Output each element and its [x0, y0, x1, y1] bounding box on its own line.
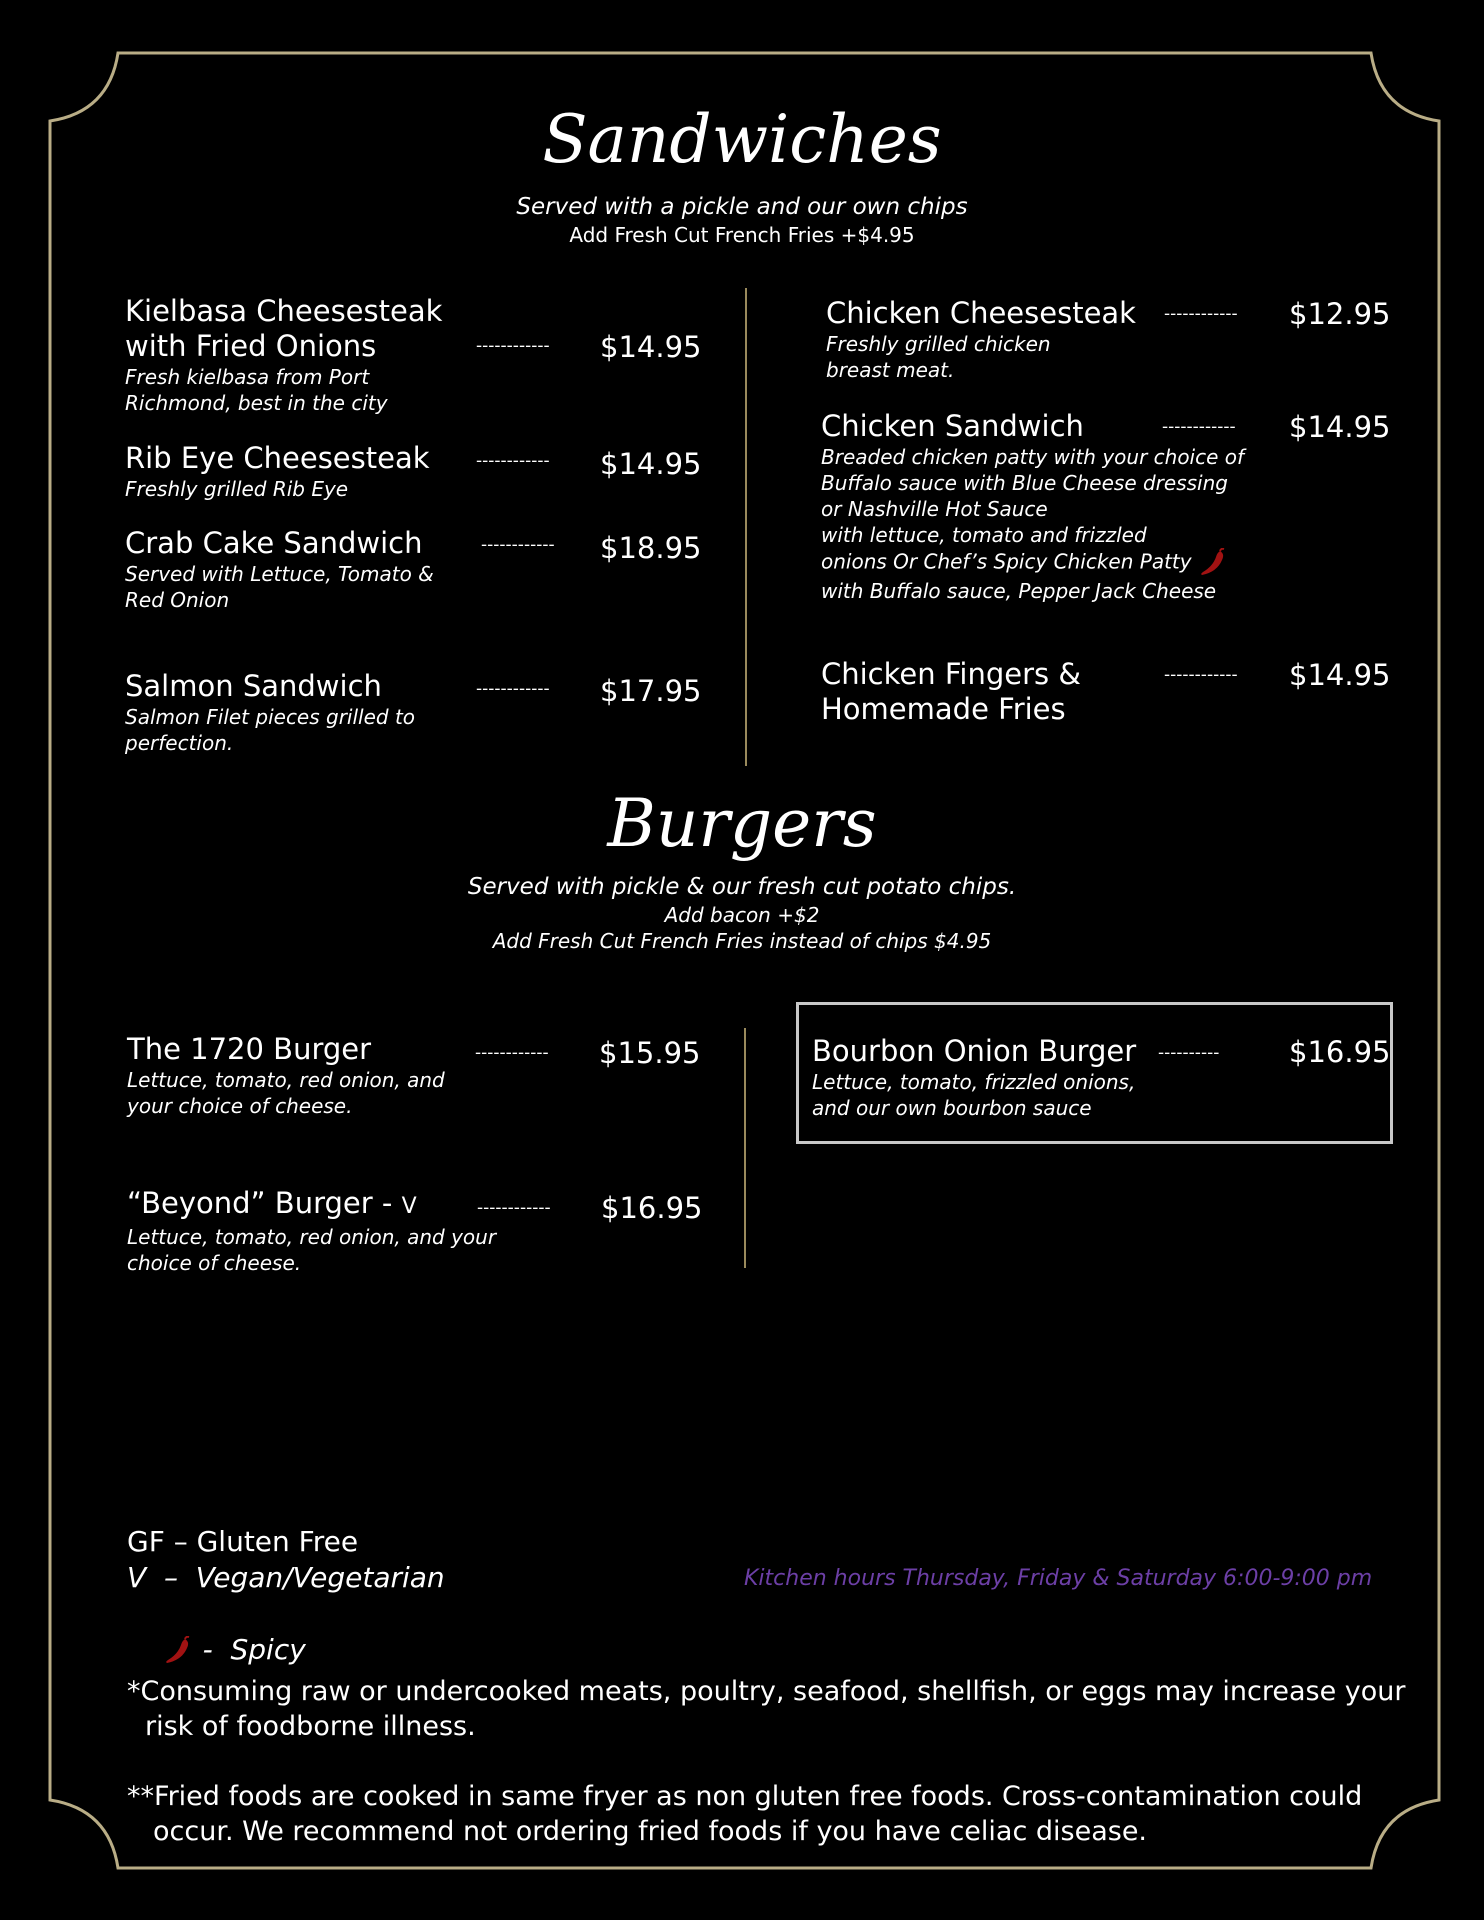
- legend-spicy: - Spicy: [202, 1633, 306, 1666]
- item-description: Freshly grilled chicken: [826, 332, 1051, 356]
- item-price: $14.95: [600, 330, 702, 364]
- burgers-title: Burgers: [607, 785, 877, 862]
- item-price: $14.95: [1289, 658, 1391, 692]
- item-description: Buffalo sauce with Blue Cheese dressing: [821, 471, 1228, 495]
- sandwiches-title: Sandwiches: [542, 101, 942, 178]
- item-description: breast meat.: [826, 358, 955, 382]
- item-dashes: ----------: [1158, 1043, 1220, 1063]
- item-dashes: ------------: [476, 336, 550, 356]
- menu-item-kielbasa-cheesesteak: [125, 294, 442, 416]
- item-description: choice of cheese.: [127, 1251, 302, 1275]
- item-price: $17.95: [600, 674, 702, 708]
- kitchen-hours: Kitchen hours Thursday, Friday & Saturday 6:00-9:00 pm: [744, 1566, 1373, 1591]
- menu-item-chicken-fingers: [821, 657, 1081, 727]
- item-name: Rib Eye Cheesesteak: [125, 441, 430, 475]
- item-dashes: ------------: [1164, 304, 1238, 324]
- item-dashes: ------------: [476, 679, 550, 699]
- item-dashes: ------------: [476, 451, 550, 471]
- item-dashes: ------------: [477, 1198, 551, 1218]
- item-description: and our own bourbon sauce: [812, 1096, 1092, 1120]
- item-name: Chicken Sandwich: [821, 409, 1084, 443]
- menu-item-1720-burger: [127, 1032, 445, 1119]
- raw-food-warning-line: *Consuming raw or undercooked meats, poultry, seafood, shellfish, or eggs may increase your: [127, 1676, 1406, 1707]
- sandwiches-subtitle: Served with a pickle and our own chips: [516, 194, 968, 220]
- item-description: Breaded chicken patty with your choice of: [821, 445, 1245, 469]
- item-description: Freshly grilled Rib Eye: [125, 477, 349, 501]
- menu-item-chicken-sandwich: [821, 409, 1244, 604]
- item-name: Homemade Fries: [821, 692, 1066, 726]
- item-name: “Beyond” Burger -: [127, 1186, 402, 1220]
- menu-item-chicken-cheesesteak: [826, 296, 1136, 383]
- item-price: $16.95: [601, 1191, 703, 1225]
- sandwiches-addon: Add Fresh Cut French Fries +$4.95: [569, 223, 915, 247]
- fryer-warning-line: **Fried foods are cooked in same fryer as non gluten free foods. Cross-contamination could: [127, 1781, 1363, 1812]
- menu-item-salmon-sandwich: [125, 669, 415, 756]
- burgers-column-divider: [744, 1028, 746, 1268]
- legend-vegan: V – Vegan/Vegetarian: [127, 1561, 445, 1594]
- item-price: $18.95: [600, 531, 702, 565]
- item-description: Richmond, best in the city: [125, 391, 388, 415]
- item-name: The 1720 Burger: [127, 1032, 372, 1066]
- legend-gluten-free: GF – Gluten Free: [127, 1525, 359, 1558]
- item-dashes: ------------: [1164, 665, 1238, 685]
- item-dashes: ------------: [475, 1043, 549, 1063]
- item-name: Bourbon Onion Burger: [812, 1034, 1137, 1068]
- fryer-warning-line: occur. We recommend not ordering fried foods if you have celiac disease.: [153, 1816, 1148, 1847]
- sandwiches-column-divider: [745, 288, 747, 766]
- item-price: $14.95: [600, 447, 702, 481]
- item-dashes: ------------: [1162, 417, 1236, 437]
- menu-item-bourbon-onion-burger: [812, 1034, 1136, 1121]
- menu-item-crab-cake-sandwich: [125, 526, 434, 613]
- item-price: $16.95: [1289, 1035, 1391, 1069]
- menu-item-rib-eye-cheesesteak: [125, 441, 430, 502]
- burgers-addon-fries: Add Fresh Cut French Fries instead of chips $4.95: [492, 929, 992, 953]
- item-description: Served with Lettuce, Tomato &: [125, 562, 434, 586]
- burgers-subtitle: Served with pickle & our fresh cut potato chips.: [467, 874, 1017, 900]
- item-description-text: onions Or Chef’s Spicy Chicken Patty: [821, 549, 1192, 574]
- item-dashes: ------------: [481, 535, 555, 555]
- vegan-marker: V: [401, 1194, 417, 1219]
- item-name: with Fried Onions: [125, 329, 377, 363]
- burgers-addon-bacon: Add bacon +$2: [664, 903, 820, 927]
- item-description: Salmon Filet pieces grilled to: [125, 705, 416, 729]
- item-description: [821, 548, 1244, 578]
- item-price: $14.95: [1289, 410, 1391, 444]
- item-description: Lettuce, tomato, red onion, and your: [127, 1225, 497, 1249]
- item-description: Red Onion: [125, 588, 230, 612]
- item-name: Chicken Fingers &: [821, 657, 1081, 691]
- item-name: Salmon Sandwich: [125, 669, 382, 703]
- item-name: Kielbasa Cheesesteak: [125, 294, 443, 328]
- menu-item-beyond-burger: [127, 1186, 496, 1276]
- item-description: with lettuce, tomato and frizzled: [821, 523, 1147, 547]
- item-description: Lettuce, tomato, red onion, and: [127, 1068, 445, 1092]
- chili-pepper-icon: [163, 1636, 193, 1666]
- item-name: Crab Cake Sandwich: [125, 526, 423, 560]
- item-price: $15.95: [599, 1036, 701, 1070]
- raw-food-warning: [127, 1674, 1406, 1744]
- raw-food-warning-line: risk of foodborne illness.: [145, 1711, 476, 1742]
- item-description: with Buffalo sauce, Pepper Jack Cheese: [821, 579, 1217, 603]
- item-description: perfection.: [125, 731, 234, 755]
- item-name: Chicken Cheesesteak: [826, 296, 1136, 330]
- item-description: Fresh kielbasa from Port: [125, 365, 370, 389]
- item-price: $12.95: [1289, 297, 1391, 331]
- item-description: or Nashville Hot Sauce: [821, 497, 1048, 521]
- fryer-warning: [127, 1779, 1362, 1849]
- chili-pepper-icon: [1198, 548, 1228, 578]
- item-description: your choice of cheese.: [127, 1094, 353, 1118]
- item-description: Lettuce, tomato, frizzled onions,: [812, 1070, 1136, 1094]
